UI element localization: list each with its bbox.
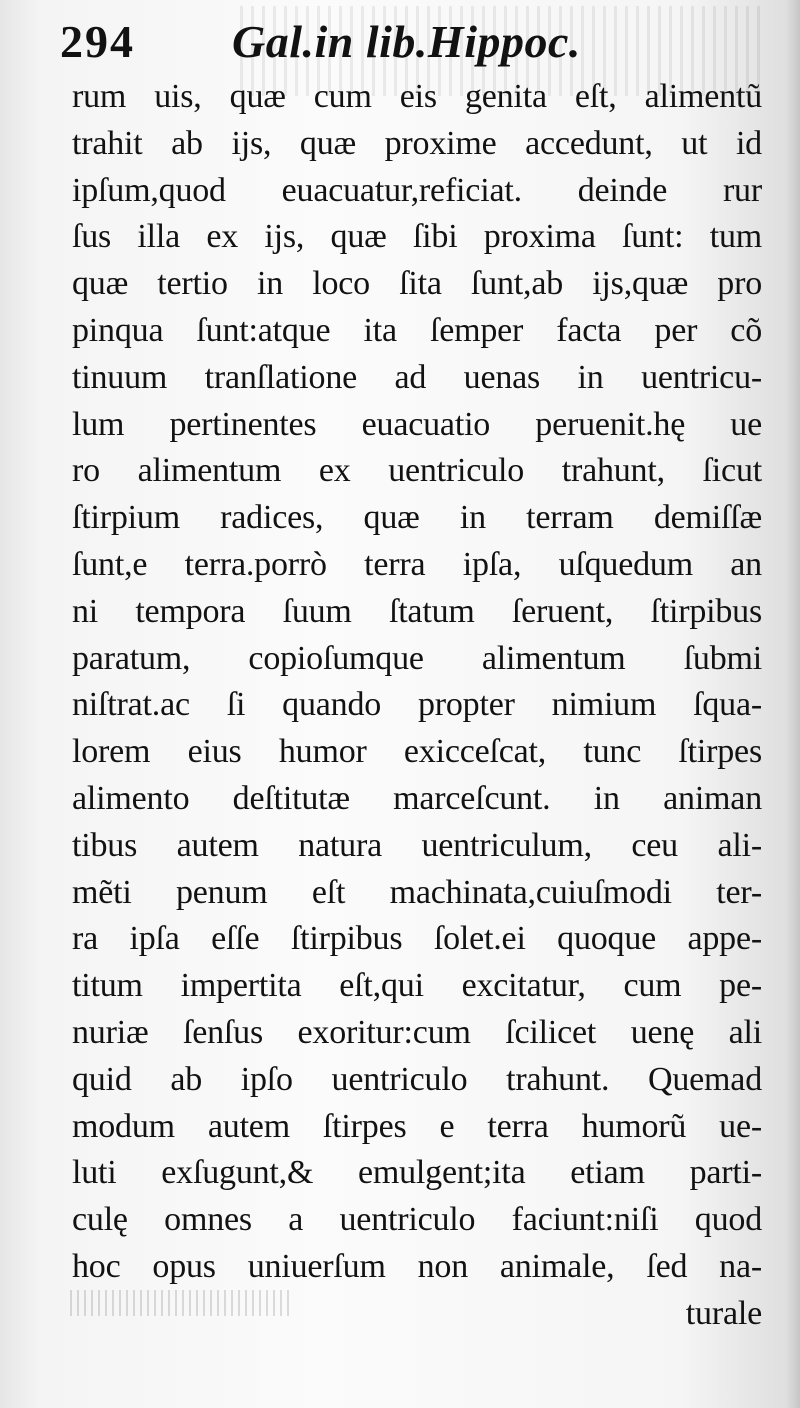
text-line: ſtirpium radices, quæ in terram demiſſæ	[72, 499, 762, 537]
text-line: niſtrat.ac ſi quando propter nimium ſqua-	[72, 686, 762, 724]
text-line: quid ab ipſo uentriculo trahunt. Quemad	[72, 1060, 762, 1098]
text-line: rum uis, quæ cum eis genita eſt, alimentũ	[72, 78, 762, 115]
text-line: modum autem ſtirpes e terra humorũ ue-	[72, 1107, 762, 1145]
text-line: ſus illa ex ijs, quæ ſibi proxima ſunt: tum	[72, 218, 762, 256]
text-line: ipſum,quod euacuatur,reficiat. deinde rur	[72, 171, 762, 209]
catchword-line: turale	[685, 1294, 762, 1332]
text-line: nuriæ ſenſus exoritur:cum ſcilicet uenę ali	[72, 1013, 762, 1051]
text-line: titum impertita eſt,qui excitatur, cum pe-	[72, 967, 762, 1005]
text-line: quæ tertio in loco ſita ſunt,ab ijs,quæ pro	[72, 265, 762, 303]
text-line: paratum, copioſumque alimentum ſubmi	[72, 639, 762, 677]
text-line: luti exſugunt,& emulgent;ita etiam parti-	[72, 1154, 762, 1192]
text-line: trahit ab ijs, quæ proxime accedunt, ut id	[72, 124, 762, 162]
text-line: culę omnes a uentriculo faciunt:niſi quod	[72, 1201, 762, 1239]
text-line: ro alimentum ex uentriculo trahunt, ſicut	[72, 452, 762, 490]
bleed-through-marks	[70, 1290, 290, 1316]
text-line: mẽti penum eſt machinata,cuiuſmodi ter-	[72, 873, 762, 911]
text-line: tinuum tranſlatione ad uenas in uentricu-	[72, 358, 762, 396]
page-edge-shadow	[786, 0, 800, 1408]
text-line: ra ipſa eſſe ſtirpibus ſolet.ei quoque appe-	[72, 920, 762, 958]
text-line: ni tempora ſuum ſtatum ſeruent, ſtirpibus	[72, 592, 762, 630]
text-line: lum pertinentes euacuatio peruenit.hę ue	[72, 405, 762, 443]
text-line: ſunt,e terra.porrò terra ipſa, uſquedum an	[72, 545, 762, 583]
body-text	[72, 74, 762, 1338]
text-line: lorem eius humor exicceſcat, tunc ſtirpes	[72, 733, 762, 771]
page-number: 294	[60, 16, 135, 67]
text-line: tibus autem natura uentriculum, ceu ali-	[72, 826, 762, 864]
running-head: Gal.in lib.Hippoc.	[232, 16, 581, 67]
page-header	[60, 14, 760, 74]
text-line: pinqua ſunt:atque ita ſemper facta per cõ	[72, 311, 762, 349]
text-line: hoc opus uniuerſum non animale, ſed na-	[72, 1247, 762, 1285]
text-line: alimento deſtitutæ marceſcunt. in animan	[72, 779, 762, 817]
